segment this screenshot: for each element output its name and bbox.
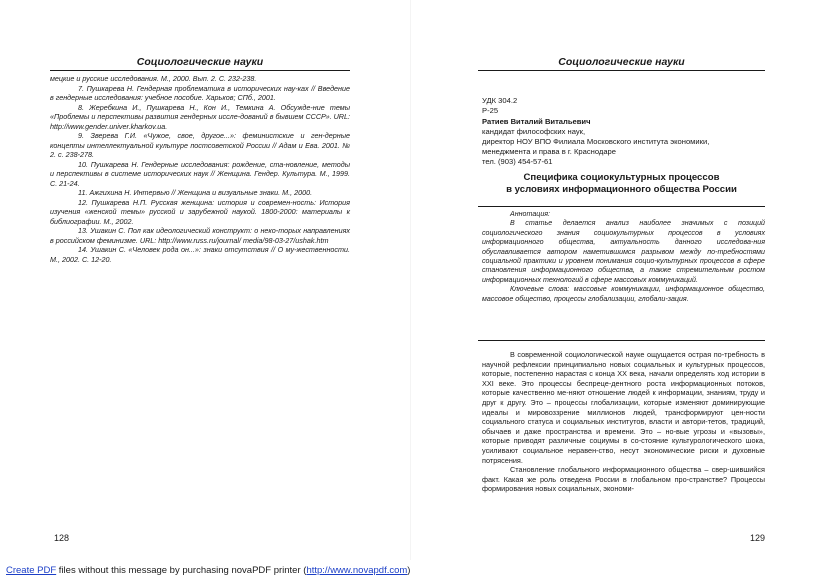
reference-item: 12. Пушкарева Н.П. Русская женщина: история и современ-ность: История изучения «женской темы» русской и зарубежной наукой. 1800-2000: материалы к библиографии. М., 2002. <box>50 197 350 226</box>
pdf-footer-banner <box>6 565 410 576</box>
page-number: 129 <box>749 533 765 543</box>
author-phone: тел. (903) 454-57-61 <box>482 157 553 166</box>
reference-item: 8. Жеребкина И., Пушкарева Н., Кон И., Темкина А. Обсужде-ние темы «Проблемы и перспективы развития гендерных иссле-дований в бывшем СССР». URL: http://www.gender.univer.kharkov.ua. <box>50 102 350 131</box>
reference-item: 7. Пушкарева Н. Гендерная проблематика в исторических нау-ках // Введение в гендерные исследования: учебное пособие. Харьков; СПб., 2001. <box>50 83 350 102</box>
reference-item: 10. Пушкарева Н. Гендерные исследования: рождение, ста-новление, методы и перспективы в системе исторических наук // Женщина. Гендер. Культура. М., 1999. С. 21-24. <box>50 159 350 188</box>
running-head: Социологические науки <box>136 56 264 68</box>
footer-text: files without this message by purchasing novaPDF printer ( <box>56 565 307 576</box>
abstract-rule-bottom <box>478 340 765 341</box>
title-line: Специфика социокультурных процессов <box>523 172 720 183</box>
right-page <box>478 0 765 560</box>
abstract-label: Аннотация: <box>510 210 551 218</box>
left-page <box>50 0 350 560</box>
reference-item: 11. Ажгихина Н. Интервью // Женщина и визуальные знаки. М., 2000. <box>78 188 313 197</box>
udk-code: УДК 304.2 <box>482 96 518 105</box>
article-title <box>478 172 765 196</box>
bbk-code: Р-25 <box>482 106 499 115</box>
header-rule <box>478 70 765 71</box>
page-gutter <box>410 0 411 560</box>
author-block <box>482 117 765 167</box>
title-line: в условиях информационного общества России <box>506 184 737 195</box>
author-position: директор НОУ ВПО Филиала Московского института экономики, <box>482 137 710 146</box>
reference-list <box>50 74 350 264</box>
footer-text-end: ) <box>407 565 411 576</box>
reference-item: 9. Зверева Г.И. «Чужое, свое, другое...»: феминистские и ген-дерные концепты интеллектуальной культуре постсоветской России // Адам и Ева. 2001. № 2. с. 238-278. <box>50 131 350 159</box>
novapdf-link[interactable]: http://www.novapdf.com <box>306 565 408 576</box>
page-number: 128 <box>54 533 70 543</box>
author-name: Ратиев Виталий Витальевич <box>482 117 591 126</box>
reference-item: 14. Ушакин С. «Человек рода он...»: знаки отсутствия // О му-жественности. М., 2002. С. 12-20. <box>50 245 350 264</box>
header-rule <box>50 70 350 71</box>
create-pdf-link[interactable]: Create PDF <box>6 565 57 576</box>
body-paragraph: В современной социологической науке ощущается острая по-требность в научной рефлексии принципиально новых социальных и культурных процессов, которые, постепенно нарастая с конца XX века, начали определять ход истории в XXI веке. Это процессы беспреце-дентного роста информационных потоков, которые качественно ме-няют отношение людей к информации, знаниям, труду и друг к другу. Это – процессы глобализации, которые изменяют доминирующие идеалы и мировоззрение миллионов людей, трансформируют цен-ности социального статуса и социальных институтов, власти и автори-тетов, традиций, обычаев и даже пространства и времени. Это – но-вые угрозы и «вызовы», которые приводят различные социумы в со-стояние культурологического шока, усиливают социальное неравен-ство, несут экономические риски и духовные потрясения. <box>482 350 765 465</box>
abstract-rule-top <box>478 206 765 207</box>
classification-codes <box>482 96 765 116</box>
keywords: Ключевые слова: массовые коммуникации, информационное общество, массовое общество, процессы глобализации, глобали-зация. <box>482 285 765 303</box>
body-paragraph: Становление глобального информационного общества – свер-шившийся факт. Какая же роль отведена России в глобальном про-странстве? Процессы формирования новых социальных, экономи- <box>482 465 765 494</box>
abstract <box>482 210 765 304</box>
article-body <box>482 350 765 494</box>
reference-item: 13. Ушакин С. Пол как идеологический конструкт: о неко-торых направлениях в российском феминизме. URL: http://www.russ.ru/journal/ media/98-03-27/ushak.htm <box>50 226 350 245</box>
reference-item: мецкие и русские исследования. М., 2000. Вып. 2. С. 232-238. <box>50 74 257 83</box>
running-head: Социологические науки <box>558 56 685 68</box>
author-degree: кандидат философских наук, <box>482 127 586 136</box>
author-position: менеджмента и права в г. Краснодаре <box>482 147 616 156</box>
abstract-text: В статье делается анализ наиболее значимых с позиций социологического знания социокультурных процессов в условиях информационного общества, актуальность данного исследова-ния обуславливается автором наметившимся разрывом между по-требностями социальной практики и уровнем понимания социо-культурных процессов в сфере становления информационного общества, а также стремительным ростом информационных технологий в сфере массовых коммуникаций. <box>482 219 765 284</box>
